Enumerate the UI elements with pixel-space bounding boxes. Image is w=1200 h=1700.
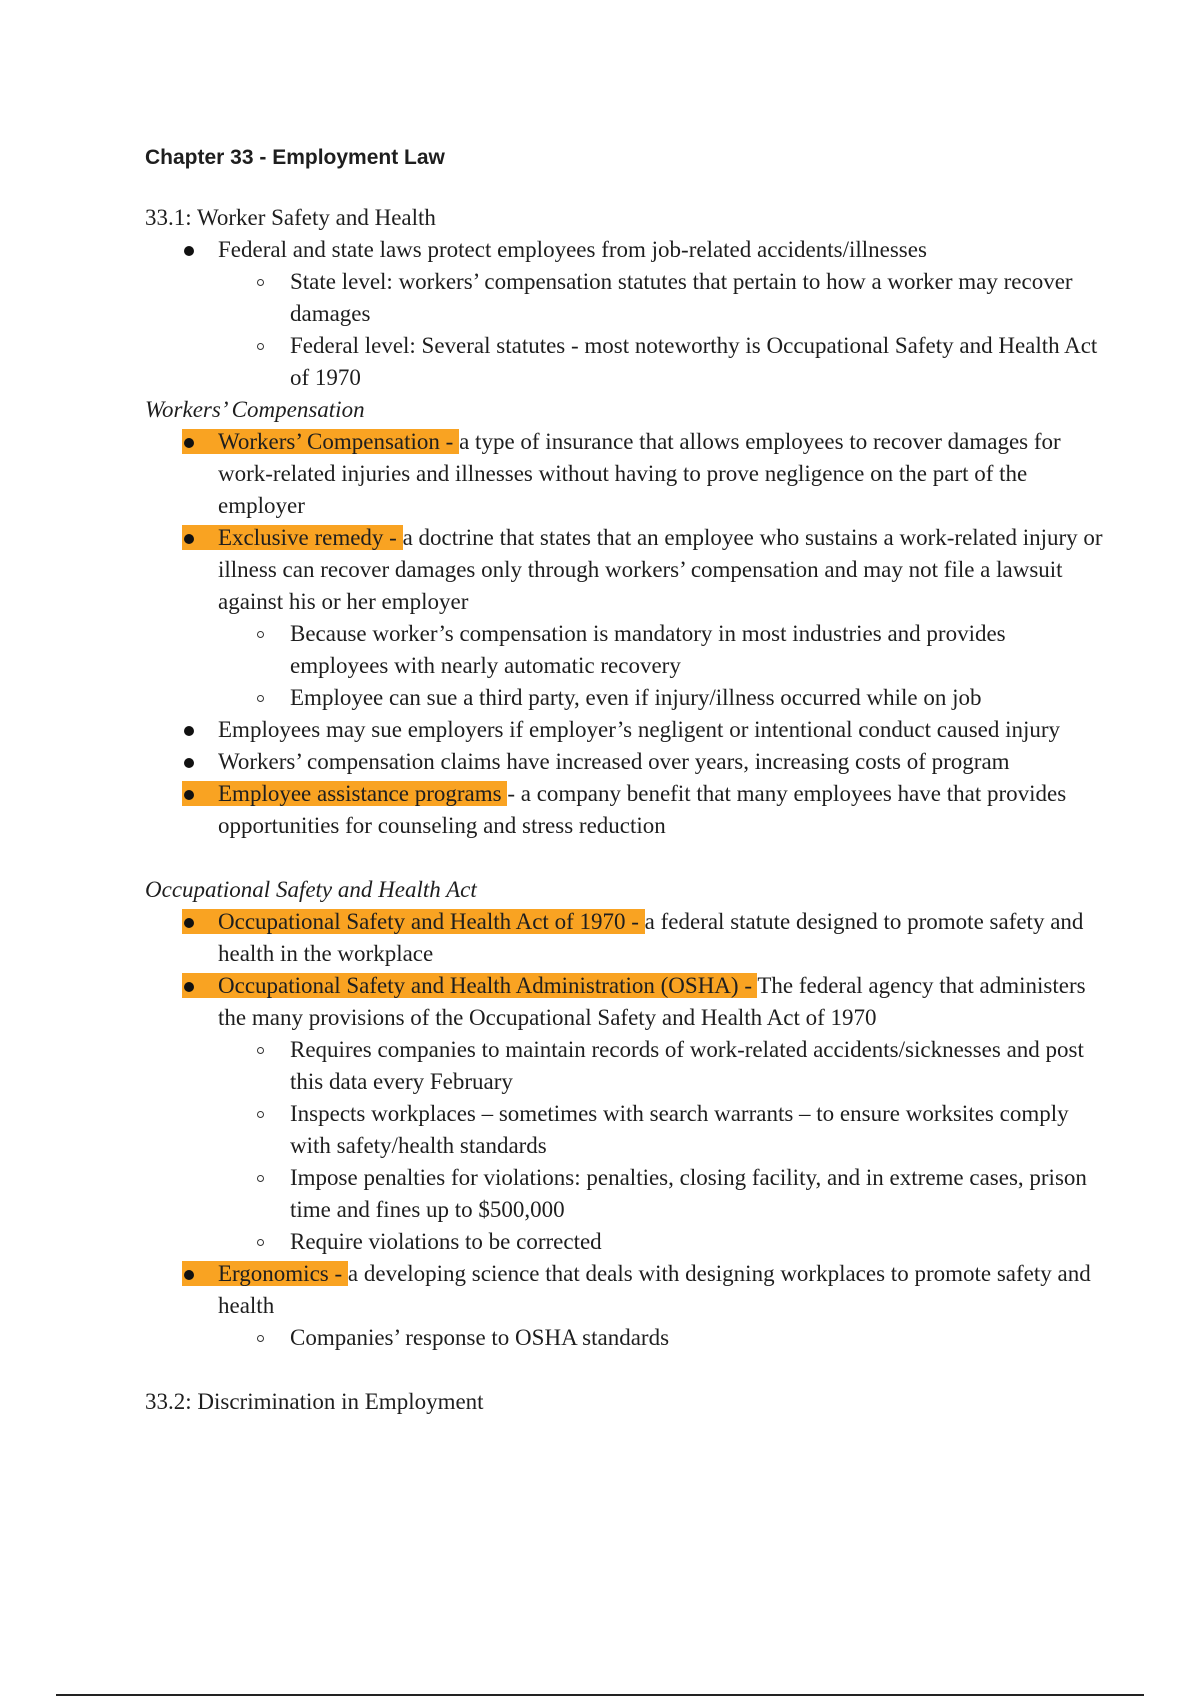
term-definition: - a company benefit that many employees have that provides opportunities for counseling and stress reduction: [218, 781, 1067, 838]
term-definition: a federal statute designed to promote safety and health in the workplace: [218, 909, 1084, 966]
bullet-icon: [184, 438, 194, 448]
highlighted-term: Workers’ Compensation -: [218, 429, 460, 454]
list-item-text: Require violations to be corrected: [290, 1229, 602, 1254]
sub-list-item: [145, 1034, 1105, 1098]
bullet-icon: [184, 758, 194, 768]
list-item: [145, 970, 1105, 1034]
sub-list-item: [145, 1098, 1105, 1162]
highlighted-term: Occupational Safety and Health Administration (OSHA) -: [218, 973, 758, 998]
list-item-text: Companies’ response to OSHA standards: [290, 1325, 670, 1350]
bullet-icon: [184, 790, 194, 800]
term-definition: a type of insurance that allows employees to recover damages for work-related injuries and illnesses without having to prove negligence on the part of the employer: [218, 429, 1061, 518]
osh-act-list: [145, 906, 1105, 1354]
list-item-text: Requires companies to maintain records of work-related accidents/sicknesses and post this data every February: [290, 1037, 1084, 1094]
bullet-icon: [184, 982, 194, 992]
list-item: [145, 714, 1105, 746]
hollow-bullet-icon: [257, 1239, 264, 1246]
hollow-bullet-icon: [257, 695, 264, 702]
list-item-text: Because worker’s compensation is mandatory in most industries and provides employees with nearly automatic recovery: [290, 621, 1006, 678]
list-item-text: Employees may sue employers if employer’s negligent or intentional conduct caused injury: [218, 717, 1061, 742]
list-item-text: Federal and state laws protect employees from job-related accidents/illnesses: [218, 237, 927, 262]
list-item: [145, 426, 1105, 522]
bullet-icon: [184, 246, 194, 256]
sub-list-item: [145, 618, 1105, 682]
list-item: [145, 234, 1105, 266]
bullet-icon: [184, 1270, 194, 1280]
sub-list-item: [145, 682, 1105, 714]
list-item: [145, 778, 1105, 842]
sub-list-item: [145, 330, 1105, 394]
subheading-osh-act: Occupational Safety and Health Act: [145, 877, 477, 902]
hollow-bullet-icon: [257, 1175, 264, 1182]
hollow-bullet-icon: [257, 343, 264, 350]
list-item-text: Employee can sue a third party, even if injury/illness occurred while on job: [290, 685, 982, 710]
section-heading-33-1: 33.1: Worker Safety and Health: [145, 205, 436, 230]
sub-list-item: [145, 1226, 1105, 1258]
list-item: [145, 746, 1105, 778]
highlighted-term: Employee assistance programs: [218, 781, 508, 806]
page-bottom-rule: [56, 1694, 1144, 1696]
bullet-icon: [184, 726, 194, 736]
list-item: [145, 1258, 1105, 1322]
section-33-1-list: [145, 234, 1105, 394]
list-item-text: State level: workers’ compensation statutes that pertain to how a worker may recover damages: [290, 269, 1073, 326]
highlighted-term: Occupational Safety and Health Act of 1970 -: [218, 909, 645, 934]
list-item-text: Impose penalties for violations: penalties, closing facility, and in extreme cases, prison time and fines up to $500,000: [290, 1165, 1087, 1222]
hollow-bullet-icon: [257, 1047, 264, 1054]
term-definition: a developing science that deals with designing workplaces to promote safety and health: [218, 1261, 1091, 1318]
hollow-bullet-icon: [257, 279, 264, 286]
highlighted-term: Exclusive remedy -: [218, 525, 403, 550]
list-item: [145, 906, 1105, 970]
list-item-text: Federal level: Several statutes - most noteworthy is Occupational Safety and Health Act of 1970: [290, 333, 1098, 390]
bullet-icon: [184, 918, 194, 928]
document-title: Chapter 33 - Employment Law: [145, 146, 445, 169]
document-page: [145, 144, 1105, 1418]
bullet-icon: [184, 534, 194, 544]
sub-list-item: [145, 1322, 1105, 1354]
highlighted-term: Ergonomics -: [218, 1261, 348, 1286]
term-definition: a doctrine that states that an employee who sustains a work-related injury or illness can recover damages only through workers’ compensation and may not file a lawsuit against his or her employer: [218, 525, 1103, 614]
hollow-bullet-icon: [257, 631, 264, 638]
section-heading-33-2: 33.2: Discrimination in Employment: [145, 1389, 484, 1414]
workers-compensation-list: [145, 426, 1105, 842]
list-item-text: Inspects workplaces – sometimes with search warrants – to ensure worksites comply with safety/health standards: [290, 1101, 1069, 1158]
hollow-bullet-icon: [257, 1335, 264, 1342]
subheading-workers-compensation: Workers’ Compensation: [145, 397, 365, 422]
list-item-text: Workers’ compensation claims have increased over years, increasing costs of program: [218, 749, 1010, 774]
list-item: [145, 522, 1105, 618]
sub-list-item: [145, 266, 1105, 330]
sub-list-item: [145, 1162, 1105, 1226]
term-definition: The federal agency that administers the many provisions of the Occupational Safety and Health Act of 1970: [218, 973, 1086, 1030]
hollow-bullet-icon: [257, 1111, 264, 1118]
